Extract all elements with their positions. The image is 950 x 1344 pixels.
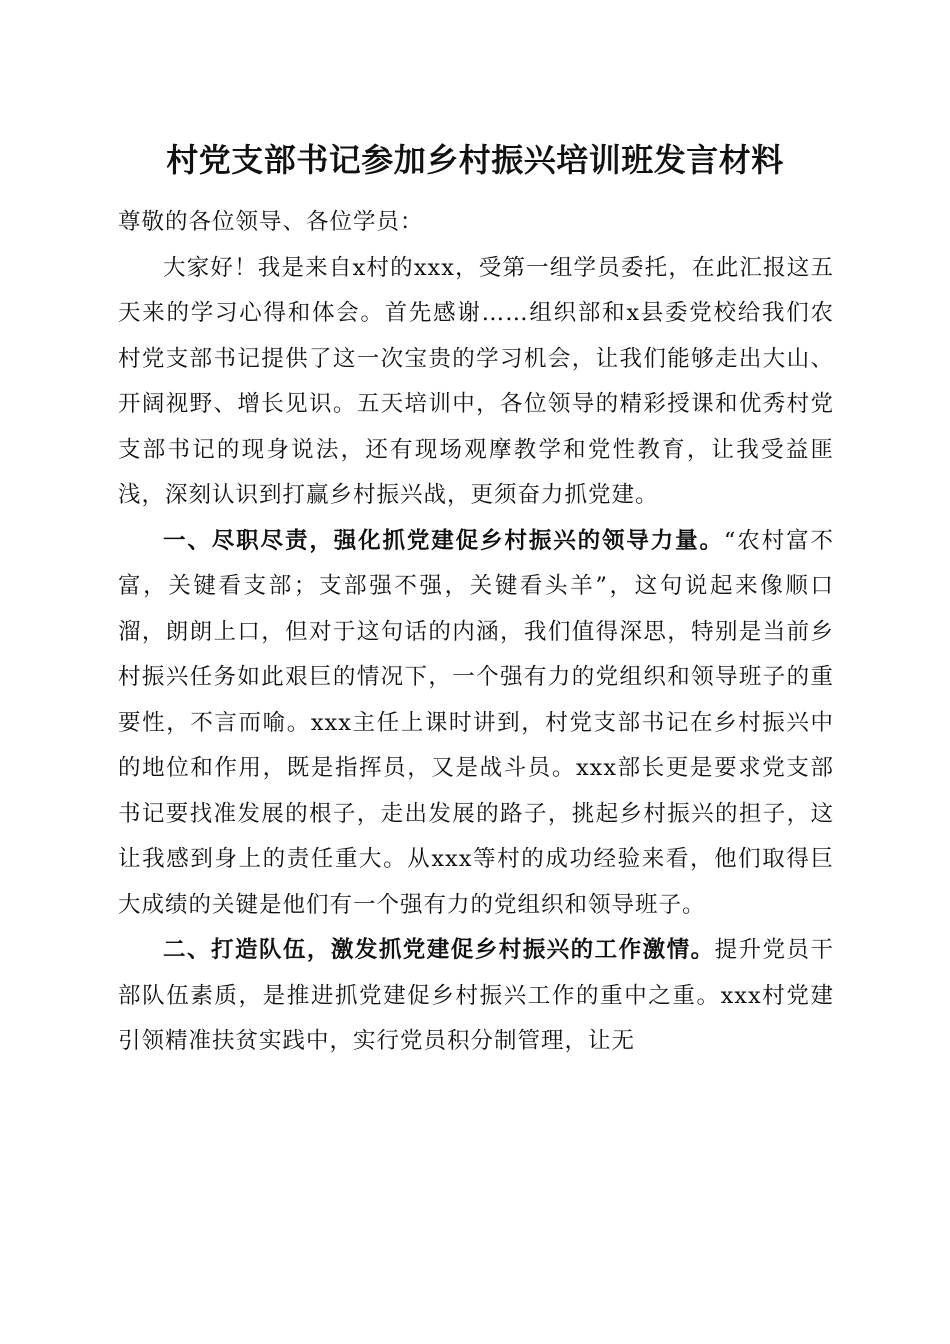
- document-title: 村党支部书记参加乡村振兴培训班发言材料: [166, 141, 784, 179]
- section-2-heading: 二、打造队伍，激发抓党建促乡村振兴的工作激情。: [163, 937, 715, 963]
- salutation: 尊敬的各位领导、各位学员：: [118, 209, 424, 235]
- section-1-text: “农村富不富，关键看支部；支部强不强，关键看头羊”，这句说起来像顺口溜，朗朗上口，但对于这句话的内涵，我们值得深思，特别是当前乡村振兴任务如此艰巨的情况下，一个强有力的党组织和领导班子的重要性，不言而喻。xxx主任上课时讲到，村党支部书记在乡村振兴中的地位和作用，既是指挥员，又是战斗员。xxx部长更是要求党支部书记要找准发展的根子，走出发展的路子，挑起乡村振兴的担子，这让我感到身上的责任重大。从xxx等村的成功经验来看，他们取得巨大成绩的关键是他们有一个强有力的党组织和领导班子。: [118, 527, 834, 918]
- paragraph-section-2: [118, 928, 834, 1065]
- paragraph-intro-text: 大家好！我是来自x村的xxx，受第一组学员委托，在此汇报这五天来的学习心得和体会。首先感谢……组织部和x县委党校给我们农村党支部书记提供了这一次宝贵的学习机会，让我们能够走出大山、开阔视野、增长见识。五天培训中，各位领导的精彩授课和优秀村党支部书记的现身说法，还有现场观摩教学和党性教育，让我受益匪浅，深刻认识到打赢乡村振兴战，更须奋力抓党建。: [118, 254, 834, 508]
- paragraph-intro: [118, 246, 834, 519]
- paragraph-section-1: [118, 519, 834, 929]
- section-1-heading: 一、尽职尽责，强化抓党建促乡村振兴的领导力量。: [163, 527, 724, 554]
- document-body: [118, 200, 834, 1065]
- section-2-text: 提升党员干部队伍素质，是推进抓党建促乡村振兴工作的重中之重。xxx村党建引领精准扶贫实践中，实行党员积分制管理，让无: [118, 937, 834, 1054]
